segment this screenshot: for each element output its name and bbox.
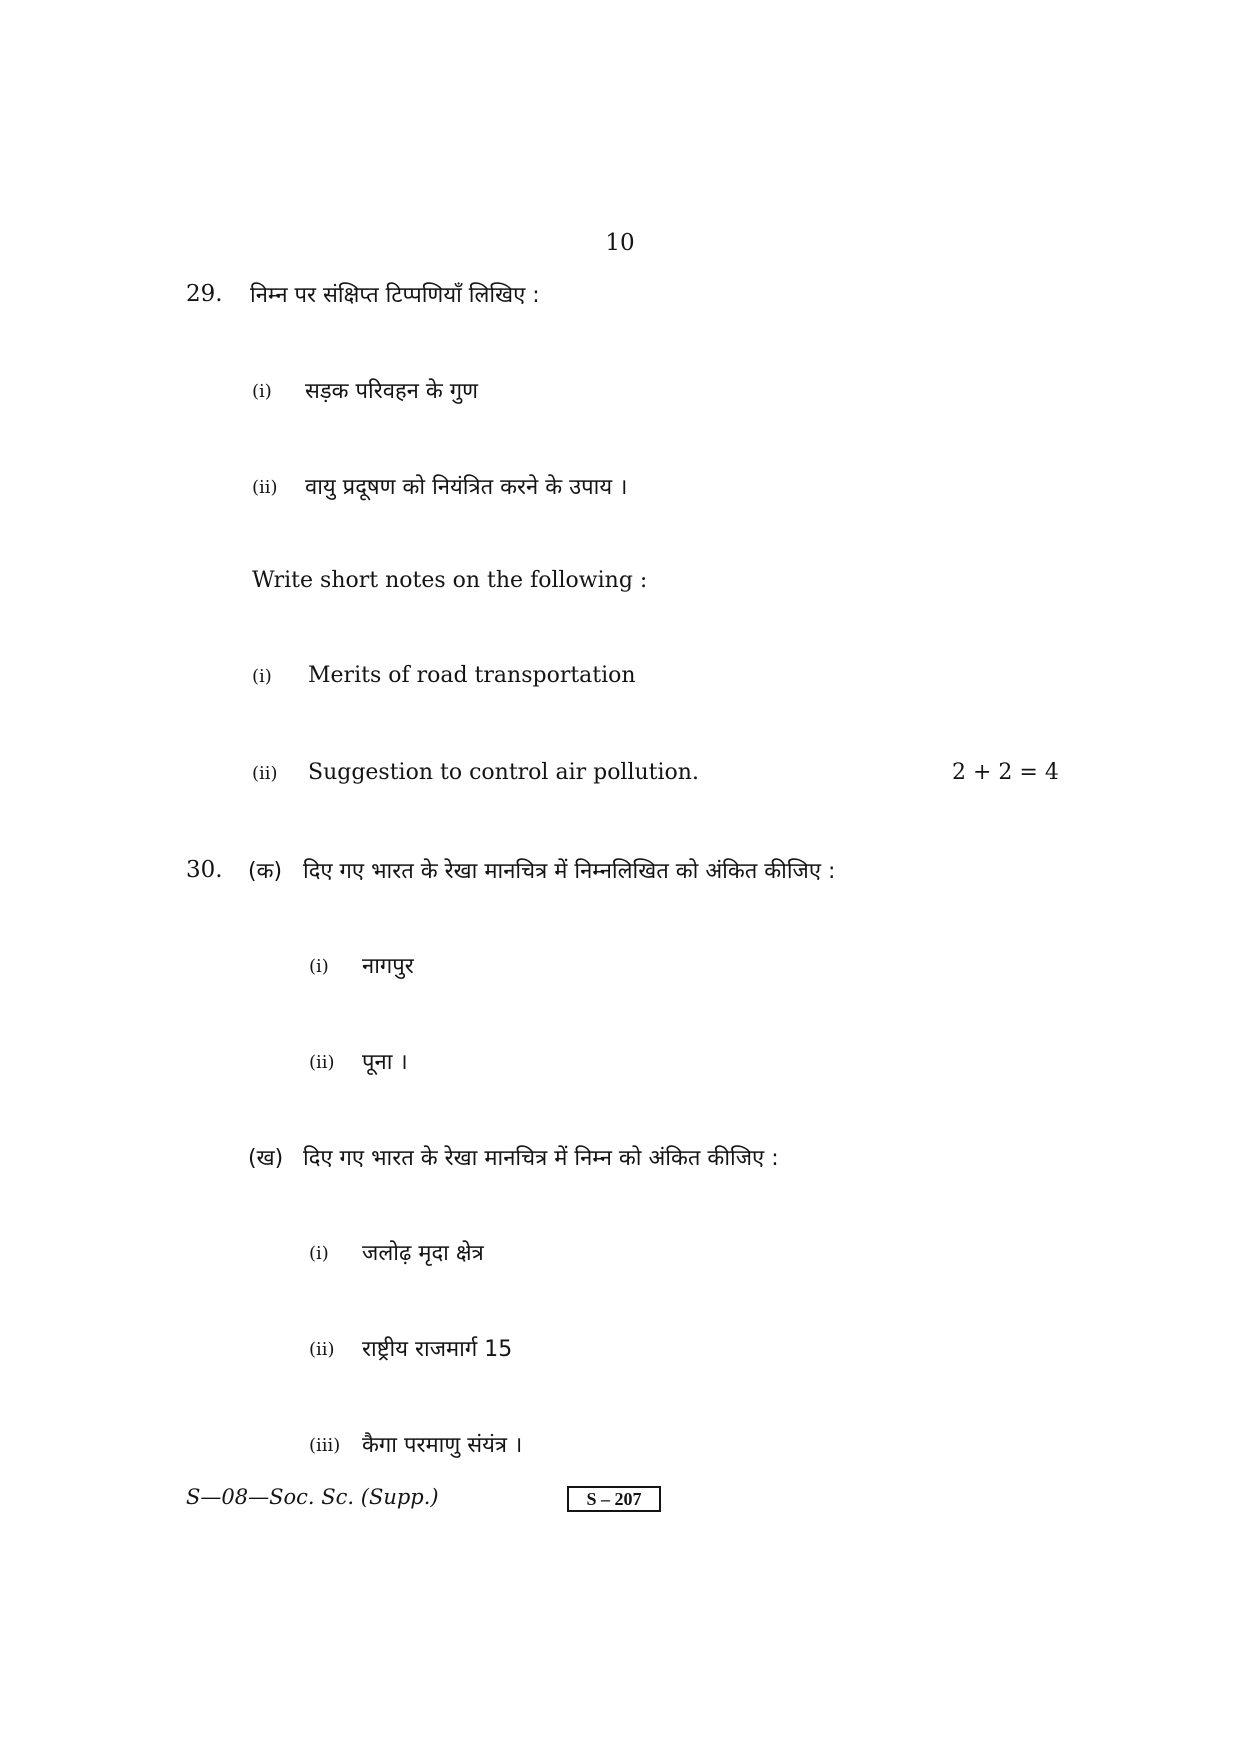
sub-item-label: (i) [309, 1243, 329, 1264]
sub-item-text: राष्ट्रीय राजमार्ग 15 [362, 1337, 513, 1362]
part-label: (क) [248, 859, 283, 884]
sub-item-label: (i) [252, 666, 272, 687]
part-label: (ख) [248, 1146, 284, 1171]
page-number: 10 [605, 230, 635, 256]
sub-item-text: Merits of road transportation [308, 663, 636, 688]
sub-item-text: नागपुर [362, 954, 414, 979]
sub-item-label: (ii) [252, 763, 278, 784]
sub-item-text: Suggestion to control air pollution. [308, 760, 699, 785]
sub-item-label: (iii) [309, 1435, 341, 1456]
sub-item-label: (ii) [252, 477, 278, 498]
sub-item-text: वायु प्रदूषण को नियंत्रित करने के उपाय । [305, 475, 628, 500]
part-text: दिए गए भारत के रेखा मानचित्र में निम्न को अंकित कीजिए : [303, 1146, 779, 1171]
footer-badge: S – 207 [567, 1486, 661, 1512]
part-text: दिए गए भारत के रेखा मानचित्र में निम्नलिखित को अंकित कीजिए : [303, 859, 836, 884]
question-number: 29. [186, 281, 223, 307]
sub-item-text: जलोढ़ मृदा क्षेत्र [362, 1241, 484, 1266]
sub-item-text: पूना । [362, 1050, 408, 1075]
sub-item-label: (i) [309, 956, 329, 977]
question-intro-english: Write short notes on the following : [252, 568, 648, 593]
sub-item-label: (ii) [309, 1052, 335, 1073]
sub-item-text: कैगा परमाणु संयंत्र । [362, 1433, 523, 1458]
sub-item-label: (ii) [309, 1339, 335, 1360]
sub-item-text: सड़क परिवहन के गुण [305, 379, 479, 404]
question-intro-hindi: निम्न पर संक्षिप्त टिप्पणियाँ लिखिए : [250, 283, 540, 308]
footer-code: S—08—Soc. Sc. (Supp.) [186, 1485, 439, 1509]
question-number: 30. [186, 857, 223, 883]
sub-item-label: (i) [252, 381, 272, 402]
marks: 2 + 2 = 4 [952, 760, 1059, 785]
